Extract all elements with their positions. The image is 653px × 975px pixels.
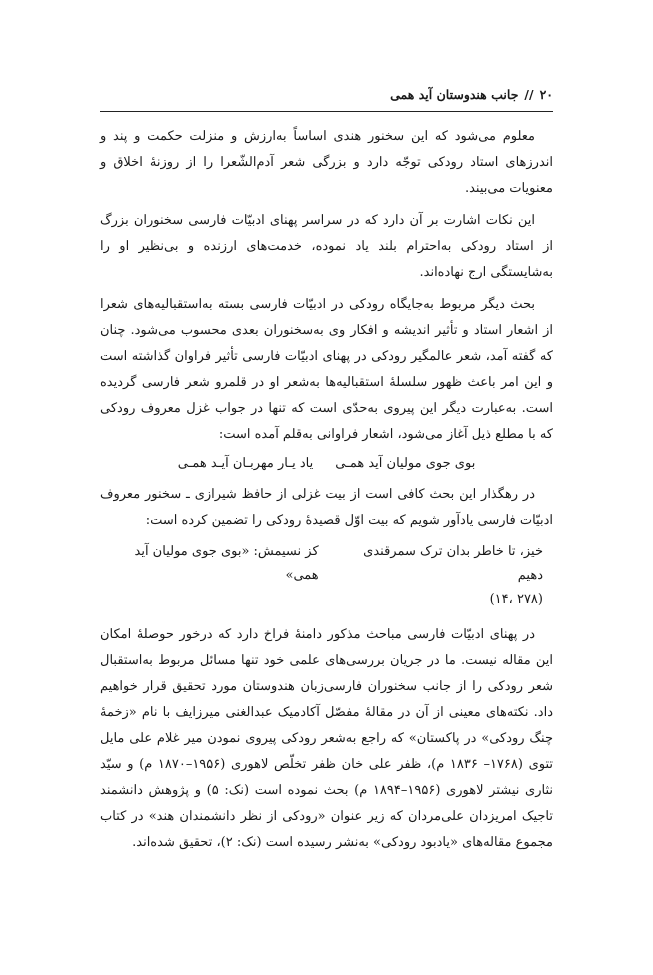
verse-rudaki-first: بوی جوی مولیان آید همـی	[335, 456, 476, 471]
header-rule	[100, 111, 553, 112]
verse-hafiz	[100, 540, 553, 588]
verse-rudaki-second: یاد یـار مهربـان آیـد همـی	[177, 456, 314, 471]
verse-rudaki	[100, 452, 553, 476]
page-number: ۲۰	[539, 86, 553, 102]
verse-hafiz-second: کز نسیمش: «بوی جوی مولیان آید همی»	[134, 544, 319, 583]
paragraph-2: این نکات اشارت بر آن دارد که در سراسر پهنای ادبیّات فارسی سخنوران بزرگ از استاد رودکی به‌احترام بلند یاد نموده، خدمت‌های ارزنده و بی‌نظیر او را به‌شایستگی ارج نهاده‌اند.	[100, 213, 553, 280]
running-header	[100, 82, 553, 106]
paragraph-5: در پهنای ادبیّات فارسی مباحث مذکور دامنهٔ فراخ دارد که درخور حوصلهٔ امکان این مقاله نیست. ما در جریان بررسی‌های علمی خود تنها مسائل مربوط به‌استقبال شعر رودکی را از جانب سخنوران فارسی‌زبان هندوستان مورد تحقیق قرار خواهیم داد. نکته‌های معینی از آن در مقالهٔ مفصّل آکادمیک عبدالغنی میرزایف با نام «زخمهٔ چنگ رودکی» در پاکستان» که راجع به‌شعر رودکی پیروی نمودن میر غلام علی مایل تتوی (۱۷۶۸– ۱۸۳۶ م)، ظفر علی خان ظفر تخلّص لاهوری (۱۹۵۶–۱۸۷۰ م) و سیّد نثاری نیشتر لاهوری (۱۹۵۶–۱۸۹۴ م) بحث نموده است (نک: ۵) و پژوهش دانشمند تاجیک امریزدان علی‌مردان که زیر عنوان «رودکی از نظر دانشمندان هند» در کتاب مجموع مقاله‌های «یادبود رودکی» به‌نشر رسیده است (نک: ۲)، تحقیق شده‌اند.	[100, 627, 554, 850]
header-separator: //	[524, 86, 534, 102]
paragraph-3: بحث دیگر مربوط به‌جایگاه رودکی در ادبیّات فارسی بسته به‌استقبالیه‌های شعرا از اشعار استاد و تأثیر اندیشه و افکار وی به‌سخنوران بعدی محسوب می‌شود. چنان که گفته آمد، شعر عالمگیر رودکی در پهنای ادبیّات فارسی تأثیر فراوان گذاشته است و این امر باعث ظهور سلسلهٔ استقبالیه‌ها به‌شعر او در قلمرو شعر فارسی گردیده است. به‌عبارت دیگر این پیروی به‌حدّی است که تنها در جواب غزل معروف رودکی که با مطلع ذیل آغاز می‌شود، اشعار فراوانی به‌قلم آمده است:	[100, 297, 553, 442]
paragraph-1: معلوم می‌شود که این سخنور هندی اساساً به‌ارزش و منزلت حکمت و پند و اندرزهای استاد رودکی توجّه دارد و بزرگی شعر آدم‌الشّعرا را از روزنهٔ اخلاق و معنویات می‌بیند.	[100, 129, 553, 196]
main-text	[100, 124, 553, 862]
verse-hafiz-first: خیز، تا خاطر بدان ترک سمرقندی دهیم	[363, 544, 543, 583]
paragraph-4: در رهگذار این بحث کافی است از بیت غزلی از حافظ شیرازی ـ سخنور معروف ادبیّات فارسی یادآور شویم که بیت اوّل قصیدهٔ رودکی را تضمین کرده است:	[100, 487, 553, 528]
verse-hafiz-reference: (۲۷۸ ،۱۴)	[489, 592, 543, 607]
running-title: جانب هندوستان آید همی	[390, 86, 519, 102]
